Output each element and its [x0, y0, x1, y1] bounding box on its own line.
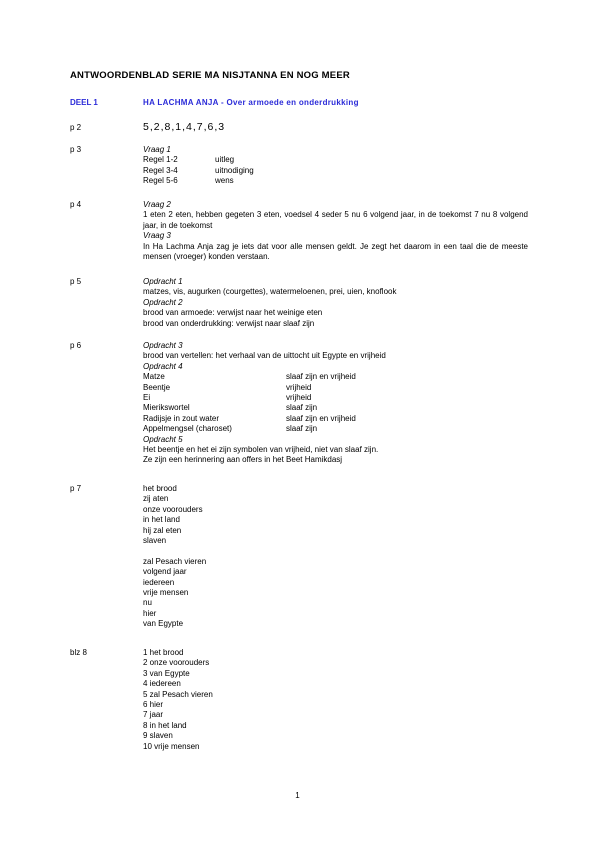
question-heading: Vraag 3: [143, 231, 171, 241]
list-item: nu: [143, 598, 152, 608]
list-item: 5 zal Pesach vieren: [143, 689, 213, 699]
page-label: p 7: [70, 484, 82, 493]
list-item: van Egypte: [143, 619, 184, 629]
list-item: het brood: [143, 484, 177, 493]
list-item: zal Pesach vieren: [143, 556, 207, 566]
assignment-heading: Opdracht 3: [143, 341, 183, 350]
list-item: 1 het brood: [143, 648, 184, 657]
page-label: p 6: [70, 341, 82, 350]
list-item: Beentje vrijheid: [143, 382, 312, 392]
list-item: volgend jaar: [143, 567, 187, 577]
answer-text: brood van onderdrukking: verwijst naar slaaf zijn: [143, 318, 315, 328]
section-number: DEEL 1: [70, 98, 98, 107]
list-item: iedereen: [143, 577, 175, 587]
list-item: hier: [143, 608, 157, 618]
list-item: onze voorouders: [143, 504, 203, 514]
list-item: Regel 5-6 wens: [143, 176, 234, 186]
answer-text: In Ha Lachma Anja zag je iets dat voor alle mensen geldt. Je zegt het daarom in een taal die de meeste mensen (vroeger) konden verstaan.: [143, 241, 528, 261]
list-item: Mierikswortel slaaf zijn: [143, 403, 318, 413]
list-item: Appelmengsel (charoset) slaaf zijn: [143, 424, 318, 434]
answer-text: Ze zijn een herinnering aan offers in het Beet Hamikdasj: [143, 455, 343, 465]
list-item: Ei vrijheid: [143, 392, 312, 402]
list-item: Regel 3-4 uitnodiging: [143, 165, 254, 175]
list-item: Regel 1-2 uitleg: [143, 155, 235, 165]
list-item: slaven: [143, 535, 167, 545]
list-item: 8 in het land: [143, 720, 187, 730]
answer-text: matzes, vis, augurken (courgettes), watermeloenen, prei, uien, knoflook: [143, 287, 397, 297]
question-heading: Vraag 2: [143, 200, 171, 209]
answer-text: 1 eten 2 eten, hebben gegeten 3 eten, voedsel 4 seder 5 nu 6 volgend jaar, in de toekomst 7 nu 8 volgend jaar, in de toekomst: [143, 210, 528, 230]
list-item: zij aten: [143, 494, 169, 504]
page-label: p 5: [70, 277, 82, 286]
assignment-heading: Opdracht 4: [143, 361, 183, 371]
assignment-heading: Opdracht 5: [143, 434, 183, 444]
answer-text: brood van vertellen: het verhaal van de uittocht uit Egypte en vrijheid: [143, 351, 386, 361]
assignment-heading: Opdracht 2: [143, 297, 183, 307]
list-item: Matze slaaf zijn en vrijheid: [143, 372, 356, 382]
question-heading: Vraag 1: [143, 145, 171, 154]
assignment-heading: Opdracht 1: [143, 277, 183, 286]
list-item: 10 vrije mensen: [143, 741, 200, 751]
answer-text: Het beentje en het ei zijn symbolen van vrijheid, niet van slaaf zijn.: [143, 444, 379, 454]
list-item: 3 van Egypte: [143, 668, 190, 678]
list-item: Radijsje in zout water slaaf zijn en vrijheid: [143, 413, 356, 423]
answer-text: brood van armoede: verwijst naar het weinige eten: [143, 308, 323, 318]
list-item: 2 onze voorouders: [143, 658, 210, 668]
list-item: 6 hier: [143, 699, 164, 709]
section-title: HA LACHMA ANJA - Over armoede en onderdrukking: [143, 98, 359, 107]
list-item: 4 iedereen: [143, 679, 181, 689]
list-item: vrije mensen: [143, 587, 189, 597]
page-number: 1: [295, 791, 300, 800]
document-title: ANTWOORDENBLAD SERIE MA NISJTANNA EN NOG MEER: [70, 70, 350, 81]
page-label: blz 8: [70, 648, 87, 657]
list-item: hij zal eten: [143, 525, 182, 535]
page-label: p 3: [70, 145, 82, 154]
list-item: in het land: [143, 515, 180, 525]
answer-sequence: 5,2,8,1,4,7,6,3: [143, 121, 226, 133]
list-item: 7 jaar: [143, 710, 164, 720]
page-label: p 2: [70, 123, 82, 132]
list-item: 9 slaven: [143, 731, 173, 741]
page-label: p 4: [70, 200, 82, 209]
